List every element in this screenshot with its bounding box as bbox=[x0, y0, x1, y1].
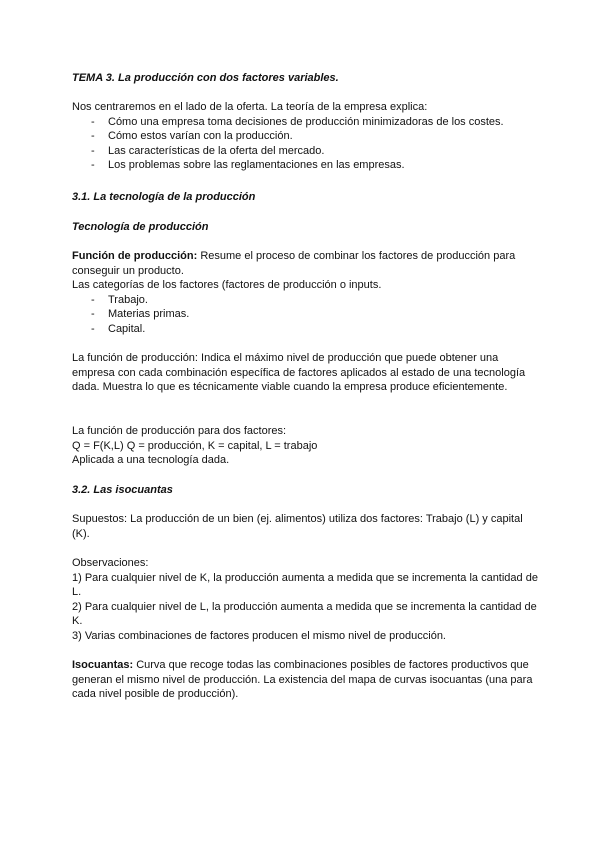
page-title: TEMA 3. La producción con dos factores variables. bbox=[72, 72, 339, 84]
list-item: - Trabajo. bbox=[72, 293, 542, 308]
formula-line: Q = F(K,L) Q = producción, K = capital, L = trabajo bbox=[72, 439, 318, 452]
subheading: Tecnología de producción bbox=[72, 221, 209, 233]
list-item: - Cómo estos varían con la producción. bbox=[72, 129, 542, 144]
section-heading-2: 3.2. Las isocuantas bbox=[72, 484, 173, 496]
categories-list bbox=[72, 293, 542, 337]
list-item: - Capital. bbox=[72, 322, 542, 337]
function-text: Resume el proceso de combinar los factores de producción para conseguir un producto. bbox=[72, 250, 516, 277]
categories-text: Las categorías de los factores (factores de producción o inputs. bbox=[72, 279, 382, 292]
observation-item: 2) Para cualquier nivel de L, la producción aumenta a medida que se incrementa la cantidad de K. bbox=[72, 600, 537, 628]
paragraph-function: La función de producción: Indica el máximo nivel de producción que puede obtener una empresa con cada combinación específica de factores aplicados al estado de una tecnología dada. Muestra lo que es técnicamente viable cuando la empresa produce eficientemente. bbox=[72, 352, 526, 394]
production-function-block bbox=[72, 249, 542, 337]
observations-label: Observaciones: bbox=[72, 557, 149, 569]
isocuantas-text: Curva que recoge todas las combinaciones posibles de factores productivos que generan el mismo nivel de producción. La existencia del mapa de curvas isocuantas (una para cada nivel posible de producción). bbox=[72, 659, 533, 701]
isocuantas-label: Isocuantas: bbox=[72, 659, 134, 671]
observations-block bbox=[72, 556, 542, 644]
section-heading-1: 3.1. La tecnología de la producción bbox=[72, 191, 256, 203]
list-item: - Cómo una empresa toma decisiones de producción minimizadoras de los costes. bbox=[72, 115, 542, 130]
supuestos-paragraph: Supuestos: La producción de un bien (ej. alimentos) utiliza dos factores: Trabajo (L) y capital (K). bbox=[72, 513, 523, 540]
intro-text: Nos centraremos en el lado de la oferta. La teoría de la empresa explica: bbox=[72, 101, 428, 113]
list-item: - Los problemas sobre las reglamentaciones en las empresas. bbox=[72, 158, 542, 173]
intro-block bbox=[72, 100, 542, 173]
two-factor-line: La función de producción para dos factores: bbox=[72, 425, 287, 437]
observation-item: 1) Para cualquier nivel de K, la producción aumenta a medida que se incrementa la cantidad de L. bbox=[72, 571, 538, 599]
observation-item: 3) Varias combinaciones de factores producen el mismo nivel de producción. bbox=[72, 629, 446, 642]
function-definition bbox=[72, 249, 542, 278]
two-factor-block bbox=[72, 424, 542, 468]
function-label: Función de producción: bbox=[72, 250, 198, 262]
applied-line: Aplicada a una tecnología dada. bbox=[72, 454, 230, 467]
list-item: - Materias primas. bbox=[72, 307, 542, 322]
isocuantas-paragraph bbox=[72, 658, 542, 702]
list-item: - Las características de la oferta del mercado. bbox=[72, 144, 542, 159]
intro-list bbox=[72, 115, 542, 173]
